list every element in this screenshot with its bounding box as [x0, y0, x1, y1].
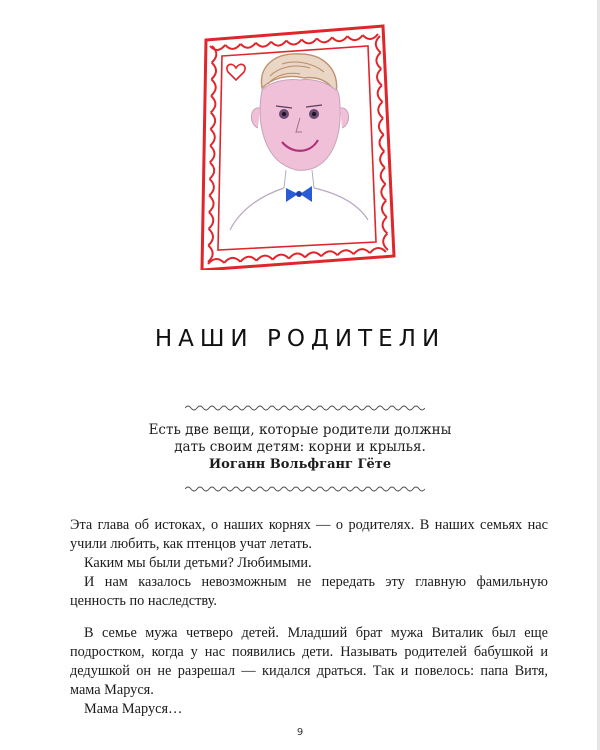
squiggle-divider-top [185, 404, 425, 412]
paragraph-3: И нам казалось невозможным не передать эту главную фамильную ценность по наследству. [70, 574, 548, 609]
paragraph-1: Эта глава об истоках, о наших корнях — о родителях. В наших семьях нас учили любить, как птенцов учат летать. [70, 517, 548, 552]
paragraph-gap [70, 611, 548, 624]
bowtie-icon [286, 186, 312, 202]
page-number: 9 [296, 727, 304, 738]
epigraph-line-1: Есть две вещи, которые родители должны [148, 422, 452, 438]
epigraph-author: Иоганн Вольфганг Гёте [208, 457, 392, 472]
paragraph-2: Каким мы были детьми? Любимыми. [84, 555, 312, 571]
heart-icon [227, 64, 245, 80]
child-drawing-portrait [200, 24, 396, 270]
squiggle-divider-bottom [185, 485, 425, 493]
epigraph-line-2: дать своим детям: корни и крылья. [174, 439, 426, 455]
epigraph [0, 422, 600, 473]
body-text [70, 516, 548, 719]
portrait-face [251, 54, 348, 188]
paragraph-5: Мама Маруся… [84, 701, 183, 717]
paragraph-4: В семье мужа четверо детей. Младший брат мужа Виталик был еще подростком, когда у нас появились дети. Называть родителей бабушкой и дедушкой он не разрешал — кидался драться. Так и повелось: папа Витя, мама Маруся. [70, 625, 548, 698]
chapter-title: НАШИ РОДИТЕЛИ [154, 326, 446, 352]
